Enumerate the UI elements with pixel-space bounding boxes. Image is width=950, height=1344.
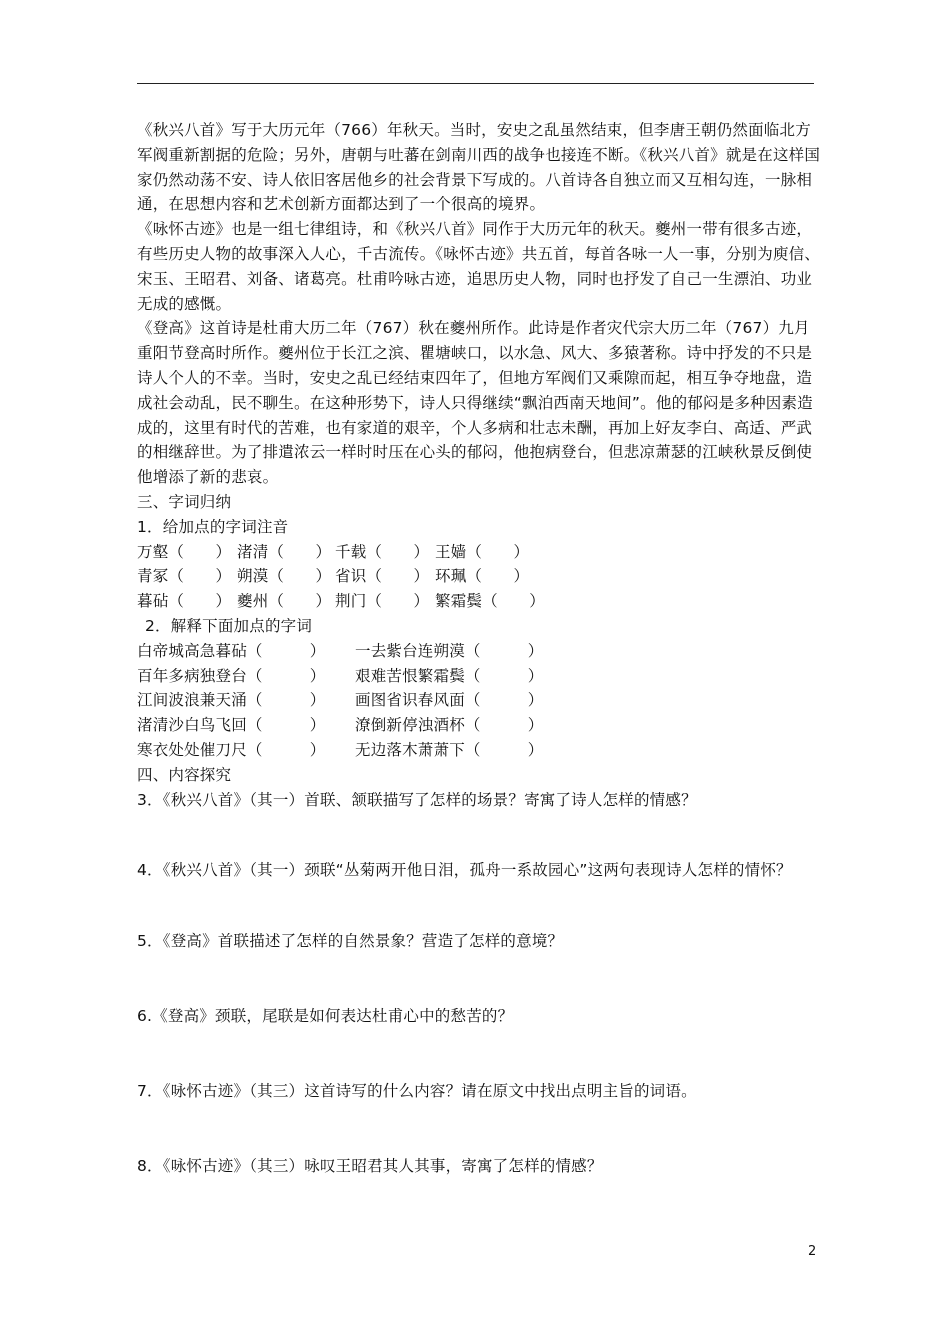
q1-item: 环珮（ ） bbox=[435, 567, 530, 586]
q2-row bbox=[137, 688, 822, 713]
q1-row bbox=[137, 540, 822, 565]
q2-item: 艰难苦恨繁霜鬓（ ） bbox=[355, 666, 544, 685]
q2-item: 百年多病独登台（ ） bbox=[137, 666, 326, 685]
page-number: 2 bbox=[808, 1244, 817, 1259]
q1-item: 千载（ ） bbox=[335, 542, 430, 561]
q2-item: 潦倒新停浊酒杯（ ） bbox=[355, 716, 544, 735]
section-4-title: 四、内容探究 bbox=[137, 765, 232, 784]
q2-item: 白帝城高急暮砧（ ） bbox=[137, 641, 326, 660]
q2-item: 画图省识春风面（ ） bbox=[355, 691, 544, 710]
paragraph-qiuxing: 《秋兴八首》写于大历元年（766）年秋天。当时，安史之乱虽然结束，但李唐王朝仍然面临北方军阀重新割据的危险；另外，唐朝与吐蕃在剑南川西的战争也接连不断。《秋兴八首》就是在这样国家仍然动荡不安、诗人依旧客居他乡的社会背景下写成的。八首诗各自独立而又互相勾连，一脉相通，在思想内容和艺术创新方面都达到了一个很高的境界。 bbox=[137, 121, 821, 214]
q2-item: 无边落木萧萧下（ ） bbox=[355, 740, 544, 759]
q1-row bbox=[137, 564, 822, 589]
q1-item: 暮砧（ ） bbox=[137, 592, 232, 611]
section-3-title: 三、字词归纳 bbox=[137, 492, 232, 511]
question-8: 8．《咏怀古迹》（其三）咏叹王昭君其人其事，寄寓了怎样的情感？ bbox=[137, 1156, 603, 1175]
document-body bbox=[137, 118, 822, 1178]
question-4: 4．《秋兴八首》（其一）颈联“丛菊两开他日泪，孤舟一系故园心”这两句表现诗人怎样的情怀？ bbox=[137, 861, 792, 880]
question-3: 3．《秋兴八首》（其一）首联、颔联描写了怎样的场景？寄寓了诗人怎样的情感？ bbox=[137, 790, 697, 809]
q2-item: 寒衣处处催刀尺（ ） bbox=[137, 740, 326, 759]
q2-item: 江间波浪兼天涌（ ） bbox=[137, 691, 326, 710]
question-7: 7．《咏怀古迹》（其三）这首诗写的什么内容？请在原文中找出点明主旨的词语。 bbox=[137, 1081, 697, 1100]
paragraph-yonghuai: 《咏怀古迹》也是一组七律组诗，和《秋兴八首》同作于大历元年的秋天。夔州一带有很多古迹，有些历史人物的故事深入人心，千古流传。《咏怀古迹》共五首，每首各咏一人一事，分别为庾信、宋玉、王昭君、刘备、诸葛亮。杜甫吟咏古迹，追思历史人物，同时也抒发了自己一生漂泊、功业无成的感慨。 bbox=[137, 220, 821, 313]
q1-item: 荆门（ ） bbox=[335, 592, 430, 611]
q1-item: 繁霜鬓（ ） bbox=[435, 592, 545, 611]
q2-row bbox=[137, 664, 822, 689]
q1-row bbox=[137, 589, 822, 614]
q2-item: 一去紫台连朔漠（ ） bbox=[355, 641, 544, 660]
header-rule bbox=[137, 83, 814, 84]
q2-row bbox=[137, 738, 822, 763]
q2-row bbox=[137, 639, 822, 664]
q1-item: 万壑（ ） bbox=[137, 542, 232, 561]
q2-item: 渚清沙白鸟飞回（ ） bbox=[137, 716, 326, 735]
q2-row bbox=[137, 713, 822, 738]
q1-title: 1．给加点的字词注音 bbox=[137, 517, 289, 536]
question-5: 5．《登高》首联描述了怎样的自然景象？营造了怎样的意境？ bbox=[137, 932, 564, 951]
q1-item: 朔漠（ ） bbox=[237, 567, 332, 586]
question-6: 6.《登高》颈联，尾联是如何表达杜甫心中的愁苦的？ bbox=[137, 1006, 514, 1025]
q1-item: 王嫱（ ） bbox=[435, 542, 530, 561]
q1-item: 夔州（ ） bbox=[237, 592, 332, 611]
q2-title: 2．解释下面加点的字词 bbox=[145, 616, 313, 635]
q1-item: 渚清（ ） bbox=[237, 542, 332, 561]
q1-item: 青冢（ ） bbox=[137, 567, 232, 586]
paragraph-denggao: 《登高》这首诗是杜甫大历二年（767）秋在夔州所作。此诗是作者灾代宗大历二年（767）九月重阳节登高时所作。夔州位于长江之滨、瞿塘峡口，以水急、风大、多猿著称。诗中抒发的不只是诗人个人的不幸。当时，安史之乱已经结束四年了，但地方军阀们又乘隙而起，相互争夺地盘，造成社会动乱，民不聊生。在这种形势下，诗人只得继续“飘泊西南天地间”。他的郁闷是多种因素造成的，这里有时代的苦难，也有家道的艰辛，个人多病和壮志未酬，再加上好友李白、高适、严武的相继辞世。为了排遣浓云一样时时压在心头的郁闷，他抱病登台，但悲凉萧瑟的江峡秋景反倒使他增添了新的悲哀。 bbox=[137, 319, 813, 487]
q1-item: 省识（ ） bbox=[335, 567, 430, 586]
